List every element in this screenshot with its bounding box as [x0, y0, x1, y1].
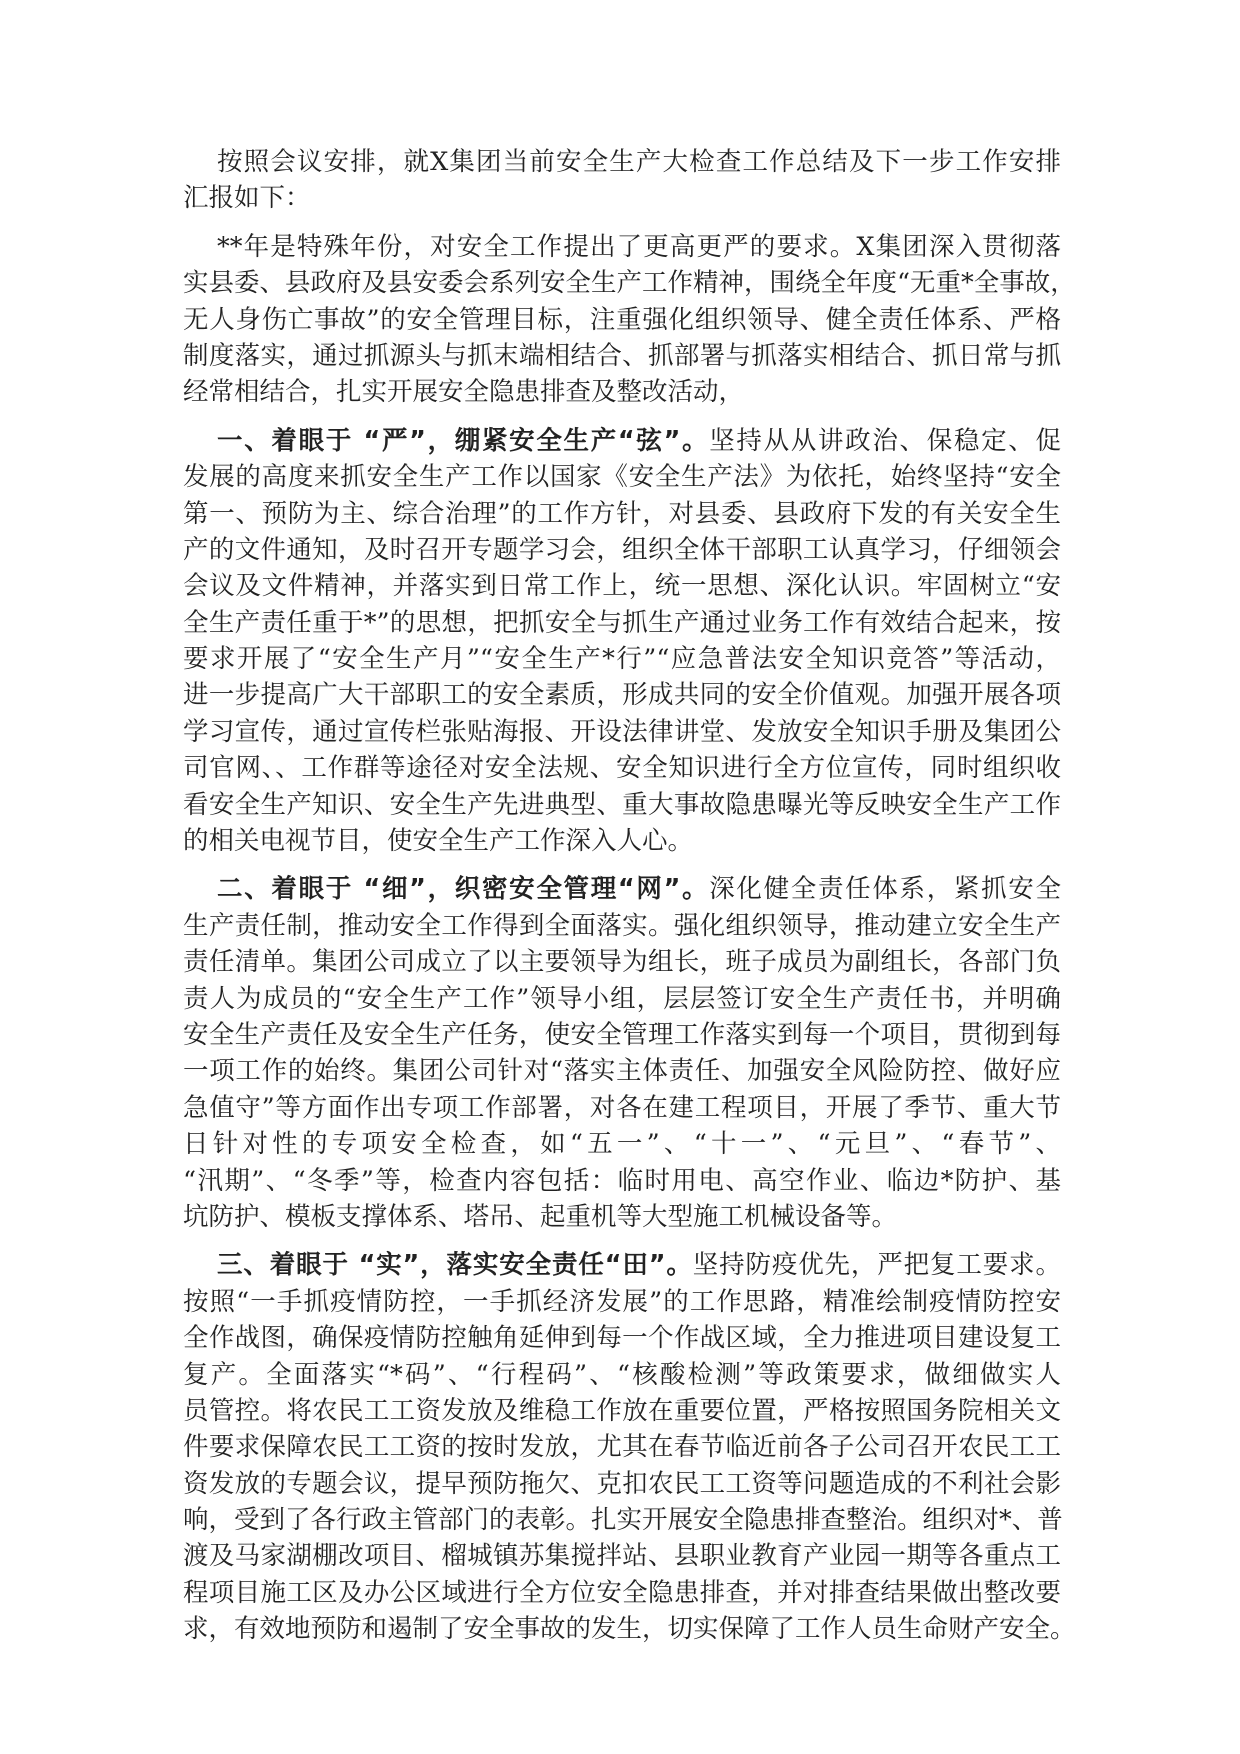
text-line	[183, 374, 1061, 410]
text-line	[183, 532, 1061, 568]
text-line	[183, 1126, 1061, 1162]
text-line	[183, 1053, 1061, 1089]
section-paragraph	[183, 1247, 1076, 1647]
line-text: **年是特殊年份，对安全工作提出了更高更严的要求。X集团深入贯彻落	[217, 231, 1061, 262]
section-heading: 三、着眼于 “实”，落实安全责任“田”。	[217, 1250, 693, 1281]
line-text: 复产。全面落实“*码”、“行程码”、“核酸检测”等政策要求，做细做实人	[183, 1359, 1061, 1390]
text-line	[183, 1320, 1061, 1356]
text-line	[183, 1357, 1061, 1393]
line-text: 程项目施工区及办公区域进行全方位安全隐患排查，并对排查结果做出整改要	[183, 1577, 1061, 1608]
line-text: 按照会议安排，就X集团当前安全生产大检查工作总结及下一步工作安排	[217, 147, 1061, 177]
text-line	[183, 1247, 1061, 1283]
text-line	[183, 1611, 1076, 1647]
body-paragraph	[183, 144, 1061, 217]
text-line	[183, 302, 1061, 338]
line-text: 责任清单。集团公司成立了以主要领导为组长，班子成员为副组长，各部门负	[183, 947, 1061, 978]
text-line	[183, 908, 1061, 944]
text-line	[183, 823, 1061, 859]
line-text: 责人为成员的“安全生产工作”领导小组，层层签订安全生产责任书，并明确	[183, 983, 1061, 1014]
line-text: 坑防护、模板支撑体系、塔吊、起重机等大型施工机械设备等。	[183, 1201, 898, 1232]
text-line	[183, 641, 1061, 677]
line-text: 司官网、、工作群等途径对安全法规、安全知识进行全方位宣传，同时组织收	[183, 753, 1061, 784]
section-heading: 一、着眼于 “严”，绷紧安全生产“弦”。	[217, 425, 710, 456]
line-text: 实县委、县政府及县安委会系列安全生产工作精神，围绕全年度“无重*全事故，	[183, 268, 1076, 299]
text-line	[183, 229, 1061, 265]
text-line	[183, 459, 1061, 495]
text-line	[183, 1429, 1061, 1465]
line-text: 第一、预防为主、综合治理”的工作方针，对县委、县政府下发的有关安全生	[183, 498, 1061, 529]
line-text: 急值守”等方面作出专项工作部署，对各在建工程项目，开展了季节、重大节	[183, 1092, 1061, 1123]
text-line	[183, 568, 1061, 604]
line-text: 学习宣传，通过宣传栏张贴海报、开设法律讲堂、发放安全知识手册及集团公	[183, 716, 1061, 747]
text-line	[183, 265, 1076, 301]
text-line	[183, 1199, 1061, 1235]
text-line	[183, 605, 1061, 641]
line-text: 日针对性的专项安全检查，如“五一”、“十一”、“元旦”、“春节”、	[183, 1129, 1061, 1160]
text-line	[183, 144, 1061, 180]
line-text: 全生产责任重于*”的思想，把抓安全与抓生产通过业务工作有效结合起来，按	[183, 607, 1061, 638]
line-text: 员管控。将农民工工资发放及维稳工作放在重要位置，严格按照国务院相关文	[183, 1395, 1061, 1426]
section-paragraph	[183, 423, 1061, 860]
text-line	[183, 1163, 1061, 1199]
section-paragraph	[183, 871, 1061, 1235]
line-text: 深化健全责任体系，紧抓安全	[709, 874, 1061, 905]
text-line	[183, 423, 1061, 459]
line-text: 要求开展了“安全生产月”“安全生产*行”“应急普法安全知识竞答”等活动，	[183, 644, 1061, 675]
line-text: 一项工作的始终。集团公司针对“落实主体责任、加强安全风险防控、做好应	[183, 1056, 1061, 1087]
line-text: 制度落实，通过抓源头与抓末端相结合、抓部署与抓落实相结合、抓日常与抓	[183, 340, 1061, 371]
line-text: 经常相结合，扎实开展安全隐患排查及整改活动，	[183, 377, 745, 408]
line-text: 无人身伤亡事故”的安全管理目标，注重强化组织领导、健全责任体系、严格	[183, 304, 1061, 335]
line-text: 会议及文件精神，并落实到日常工作上，统一思想、深化认识。牢固树立“安	[183, 571, 1061, 602]
body-paragraph	[183, 229, 1076, 411]
line-text: 坚持防疫优先，严把复工要求。	[692, 1250, 1061, 1281]
line-text: 生产责任制，推动安全工作得到全面落实。强化组织领导，推动建立安全生产	[183, 910, 1061, 941]
line-text: 响，受到了各行政主管部门的表彰。扎实开展安全隐患排查整治。组织对*、普	[183, 1505, 1063, 1536]
line-text: 坚持从从讲政治、保稳定、促	[709, 425, 1061, 456]
line-text: 件要求保障农民工工资的按时发放，尤其在春节临近前各子公司召开农民工工	[183, 1432, 1061, 1463]
text-line	[183, 338, 1061, 374]
line-text: 安全生产责任及安全生产任务，使安全管理工作落实到每一个项目，贯彻到每	[183, 1019, 1061, 1050]
line-text: 的相关电视节目，使安全生产工作深入人心。	[183, 826, 694, 857]
line-text: 看安全生产知识、安全生产先进典型、重大事故隐患曝光等反映安全生产工作	[183, 789, 1061, 820]
line-text: 发展的高度来抓安全生产工作以国家《安全生产法》为依托，始终坚持“安全	[183, 462, 1061, 493]
text-line	[183, 1090, 1061, 1126]
line-text: 求，有效地预防和遏制了安全事故的发生，切实保障了工作人员生命财产安全。	[183, 1614, 1076, 1645]
text-line	[183, 496, 1061, 532]
text-line	[183, 714, 1061, 750]
text-line	[183, 677, 1061, 713]
line-text: 汇报如下：	[183, 183, 311, 214]
text-line	[183, 981, 1061, 1017]
text-line	[183, 871, 1061, 907]
line-text: 进一步提高广大干部职工的安全素质，形成共同的安全价值观。加强开展各项	[183, 680, 1061, 711]
line-text: 按照“一手抓疫情防控，一手抓经济发展”的工作思路，精准绘制疫情防控安	[183, 1286, 1061, 1317]
text-line	[183, 180, 1061, 216]
text-line	[183, 1466, 1061, 1502]
document-body	[183, 144, 1076, 1660]
text-line	[183, 787, 1061, 823]
line-text: 产的文件通知，及时召开专题学习会，组织全体干部职工认真学习，仔细领会	[183, 534, 1061, 565]
line-text: “汛期”、“冬季”等，检查内容包括：临时用电、高空作业、临边*防护、基	[183, 1165, 1061, 1196]
text-line	[183, 1502, 1061, 1538]
text-line	[183, 1393, 1061, 1429]
text-line	[183, 944, 1061, 980]
text-line	[183, 1575, 1061, 1611]
section-heading: 二、着眼于 “细”，织密安全管理“网”。	[217, 874, 710, 905]
text-line	[183, 1284, 1061, 1320]
line-text: 渡及马家湖棚改项目、榴城镇苏集搅拌站、县职业教育产业园一期等各重点工	[183, 1541, 1061, 1572]
text-line	[183, 1538, 1061, 1574]
line-text: 资发放的专题会议，提早预防拖欠、克扣农民工工资等问题造成的不利社会影	[183, 1468, 1061, 1499]
text-line	[183, 1017, 1061, 1053]
line-text: 全作战图，确保疫情防控触角延伸到每一个作战区域，全力推进项目建设复工	[183, 1323, 1061, 1354]
text-line	[183, 750, 1061, 786]
